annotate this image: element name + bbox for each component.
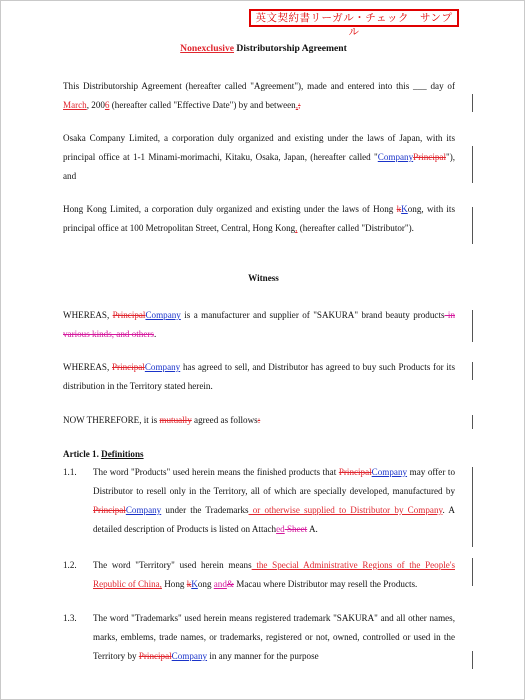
change-bar <box>472 558 473 586</box>
inserted-text: Company <box>144 362 181 372</box>
deleted-text: Sheet <box>284 524 308 534</box>
inserted-text: Company <box>171 651 208 661</box>
inserted-text: K <box>191 579 198 589</box>
clause-number: 1.3. <box>63 613 77 623</box>
change-bar <box>472 207 473 244</box>
inserted-text: Company <box>145 310 181 320</box>
inserted-text: March <box>63 100 87 110</box>
inserted-text: ed <box>276 524 285 534</box>
change-bar <box>472 651 473 669</box>
inserted-text: or otherwise supplied to Distributor by Company <box>248 505 443 515</box>
deleted-text: & <box>226 579 234 589</box>
party-company-paragraph: Osaka Company Limited, a corporation duly organized and existing under the laws of Japan, with its principal office at 1-1 Minami-morimachi, Kitaku, Osaka, Japan, (hereafter called "CompanyPrincipal"), and <box>63 133 455 181</box>
deleted-text: k <box>396 204 402 214</box>
deleted-text: Principal <box>112 310 146 320</box>
deleted-text: in various kinds, and others <box>63 310 455 339</box>
inserted-text: Company <box>125 505 162 515</box>
deleted-text: Principal <box>93 505 126 515</box>
agreement-title <box>1 43 525 54</box>
witness-heading: Witness <box>248 273 279 283</box>
whereas-paragraph-1: WHEREAS, PrincipalCompany is a manufacturer and supplier of "SAKURA" brand beauty products in various kinds, and others. <box>63 310 455 339</box>
deleted-text: : <box>257 415 261 425</box>
deleted-text: k <box>186 579 192 589</box>
deleted-text: mutually <box>159 415 192 425</box>
preamble-paragraph: This Distributorship Agreement (hereafter called "Agreement"), made and entered into this ___ day of March, 2006 (hereafter called "Effective Date") by and between,; <box>63 81 455 110</box>
change-bar <box>472 94 473 112</box>
definition-products: The word "Products" used herein means the finished products that PrincipalCompany may offer to Distributor to resell only in the Territory, all of which are specially developed, manufactured by PrincipalCompany under the Trademarks or otherwise supplied to Distributor by Company. A detailed description of Products is listed on Attached Sheet A. <box>93 467 456 534</box>
change-bar <box>472 415 473 429</box>
inserted-text: Company <box>371 467 408 477</box>
article-1-heading: Article 1. Definitions <box>63 449 144 459</box>
clause-number: 1.1. <box>63 467 77 477</box>
inserted-text: , <box>295 223 298 233</box>
definition-trademarks: The word "Trademarks" used herein means registered trademark "SAKURA" and all other names, marks, emblems, trade names, or trademarks, registered or not, owned, controlled or used in the Territory by PrincipalCompany in any manner for the purpose <box>93 613 455 661</box>
inserted-text: , <box>295 100 298 110</box>
party-distributor-paragraph: Hong Kong Limited, a corporation duly organized and existing under the laws of Hong kKong, with its principal office at 100 Metropolitan Street, Central, Hong Kong, (hereafter called "Distributor"). <box>63 204 455 233</box>
inserted-text: K <box>401 204 408 214</box>
deleted-text: Principal <box>338 467 372 477</box>
inserted-text: Company <box>377 152 414 162</box>
definition-territory: The word "Territory" used herein means the Special Administrative Regions of the People's Republic of China, Hong kKong and& Macau where Distributor may resell the Products. <box>93 560 455 589</box>
now-therefore-paragraph: NOW THEREFORE, it is mutually agreed as follows: <box>63 415 261 425</box>
inserted-text: Nonexclusive <box>180 43 235 54</box>
sample-stamp: 英文契約書リーガル・チェック サンプル <box>249 9 459 27</box>
whereas-paragraph-2: WHEREAS, PrincipalCompany has agreed to sell, and Distributor has agreed to buy such Products for its distribution in the Territory stated herein. <box>63 362 455 391</box>
change-bar <box>472 467 473 547</box>
inserted-text: 6 <box>104 100 110 110</box>
deleted-text: Principal <box>112 362 145 372</box>
deleted-text: Principal <box>138 651 172 661</box>
inserted-text: and <box>213 579 227 589</box>
change-bar <box>472 310 473 342</box>
clause-number: 1.2. <box>63 560 77 570</box>
deleted-text: Principal <box>413 152 446 162</box>
inserted-text: the Special Administrative Regions of the People's Republic of China, <box>93 560 455 589</box>
deleted-text: ; <box>298 100 301 110</box>
change-bar <box>472 146 473 183</box>
change-bar <box>472 362 473 380</box>
title-text: Distributorship Agreement <box>234 43 347 54</box>
